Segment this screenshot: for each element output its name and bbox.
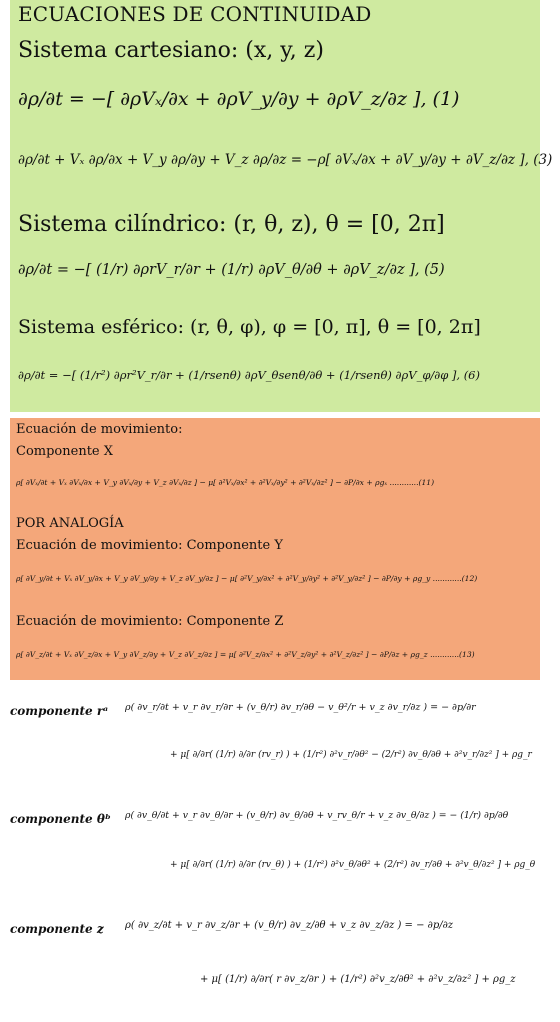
- label-component-z: componente z: [10, 922, 104, 936]
- equation-13: ρ[ ∂V_z/∂t + Vₓ ∂V_z/∂x + V_y ∂V_z/∂y + V_z ∂V_z/∂z ] = μ[ ∂²V_z/∂x² + ∂²V_z/∂y² + ∂²V_z/∂z² ] − ∂P/∂z + ρg_z ............(13): [16, 650, 475, 659]
- navier-stokes-cylindrical: [0, 684, 560, 1022]
- equation-3: ∂ρ/∂t + Vₓ ∂ρ/∂x + V_y ∂ρ/∂y + V_z ∂ρ/∂z = −ρ[ ∂Vₓ/∂x + ∂V_y/∂y + ∂V_z/∂z ], (3): [18, 152, 553, 168]
- equation-r-line2: + μ[ ∂/∂r( (1/r) ∂/∂r (rv_r) ) + (1/r²) ∂²v_r/∂θ² − (2/r²) ∂v_θ/∂θ + ∂²v_r/∂z² ] + ρg_r: [170, 750, 532, 760]
- component-y-heading: Ecuación de movimiento: Componente Y: [16, 538, 283, 553]
- spherical-heading: Sistema esférico: (r, θ, φ), φ = [0, π], θ = [0, 2π]: [18, 316, 481, 338]
- label-component-theta: componente θᵇ: [10, 812, 111, 826]
- analogy-heading: POR ANALOGÍA: [16, 516, 124, 531]
- cylindrical-heading: Sistema cilíndrico: (r, θ, z), θ = [0, 2π]: [18, 212, 445, 237]
- equation-6: ∂ρ/∂t = −[ (1/r²) ∂ρr²V_r/∂r + (1/rsenθ) ∂ρV_θsenθ/∂θ + (1/rsenθ) ∂ρV_φ/∂φ ], (6): [18, 368, 480, 382]
- equation-5: ∂ρ/∂t = −[ (1/r) ∂ρrV_r/∂r + (1/r) ∂ρV_θ/∂θ + ∂ρV_z/∂z ], (5): [18, 262, 445, 278]
- equation-12: ρ[ ∂V_y/∂t + Vₓ ∂V_y/∂x + V_y ∂V_y/∂y + V_z ∂V_y/∂z ] − μ[ ∂²V_y/∂x² + ∂²V_y/∂y² + ∂²V_y/∂z² ] − ∂P/∂y + ρg_y ............(12): [16, 574, 478, 583]
- equation-r-line1: ρ( ∂v_r/∂t + v_r ∂v_r/∂r + (v_θ/r) ∂v_r/∂θ − v_θ²/r + v_z ∂v_r/∂z ) = − ∂p/∂r: [125, 702, 476, 713]
- continuity-panel: [10, 0, 553, 412]
- equation-z-line2: + μ[ (1/r) ∂/∂r( r ∂v_z/∂r ) + (1/r²) ∂²v_z/∂θ² + ∂²v_z/∂z² ] + ρg_z: [200, 974, 516, 985]
- component-x-heading: Componente X: [16, 444, 113, 459]
- equation-1: ∂ρ/∂t = −[ ∂ρVₓ/∂x + ∂ρV_y/∂y + ∂ρV_z/∂z ], (1): [18, 88, 460, 110]
- component-z-heading: Ecuación de movimiento: Componente Z: [16, 614, 284, 629]
- equation-theta-line2: + μ[ ∂/∂r( (1/r) ∂/∂r (rv_θ) ) + (1/r²) ∂²v_θ/∂θ² + (2/r²) ∂v_r/∂θ + ∂²v_θ/∂z² ] + ρg_θ: [170, 860, 536, 870]
- cartesian-heading: Sistema cartesiano: (x, y, z): [18, 38, 324, 63]
- section-title: ECUACIONES DE CONTINUIDAD: [18, 2, 372, 26]
- label-component-r: componente rᵃ: [10, 704, 109, 718]
- equation-z-line1: ρ( ∂v_z/∂t + v_r ∂v_z/∂r + (v_θ/r) ∂v_z/∂θ + v_z ∂v_z/∂z ) = − ∂p/∂z: [125, 920, 454, 931]
- motion-heading: Ecuación de movimiento:: [16, 422, 183, 437]
- equation-11: ρ[ ∂Vₓ/∂t + Vₓ ∂Vₓ/∂x + V_y ∂Vₓ/∂y + V_z ∂Vₓ/∂z ] − μ[ ∂²Vₓ/∂x² + ∂²Vₓ/∂y² + ∂²Vₓ/∂z² ] − ∂P/∂x + ρgₓ ............(11): [16, 478, 435, 487]
- equation-theta-line1: ρ( ∂v_θ/∂t + v_r ∂v_θ/∂r + (v_θ/r) ∂v_θ/∂θ + v_rv_θ/r + v_z ∂v_θ/∂z ) = − (1/r) ∂p/∂θ: [125, 810, 509, 821]
- motion-panel: [10, 418, 540, 680]
